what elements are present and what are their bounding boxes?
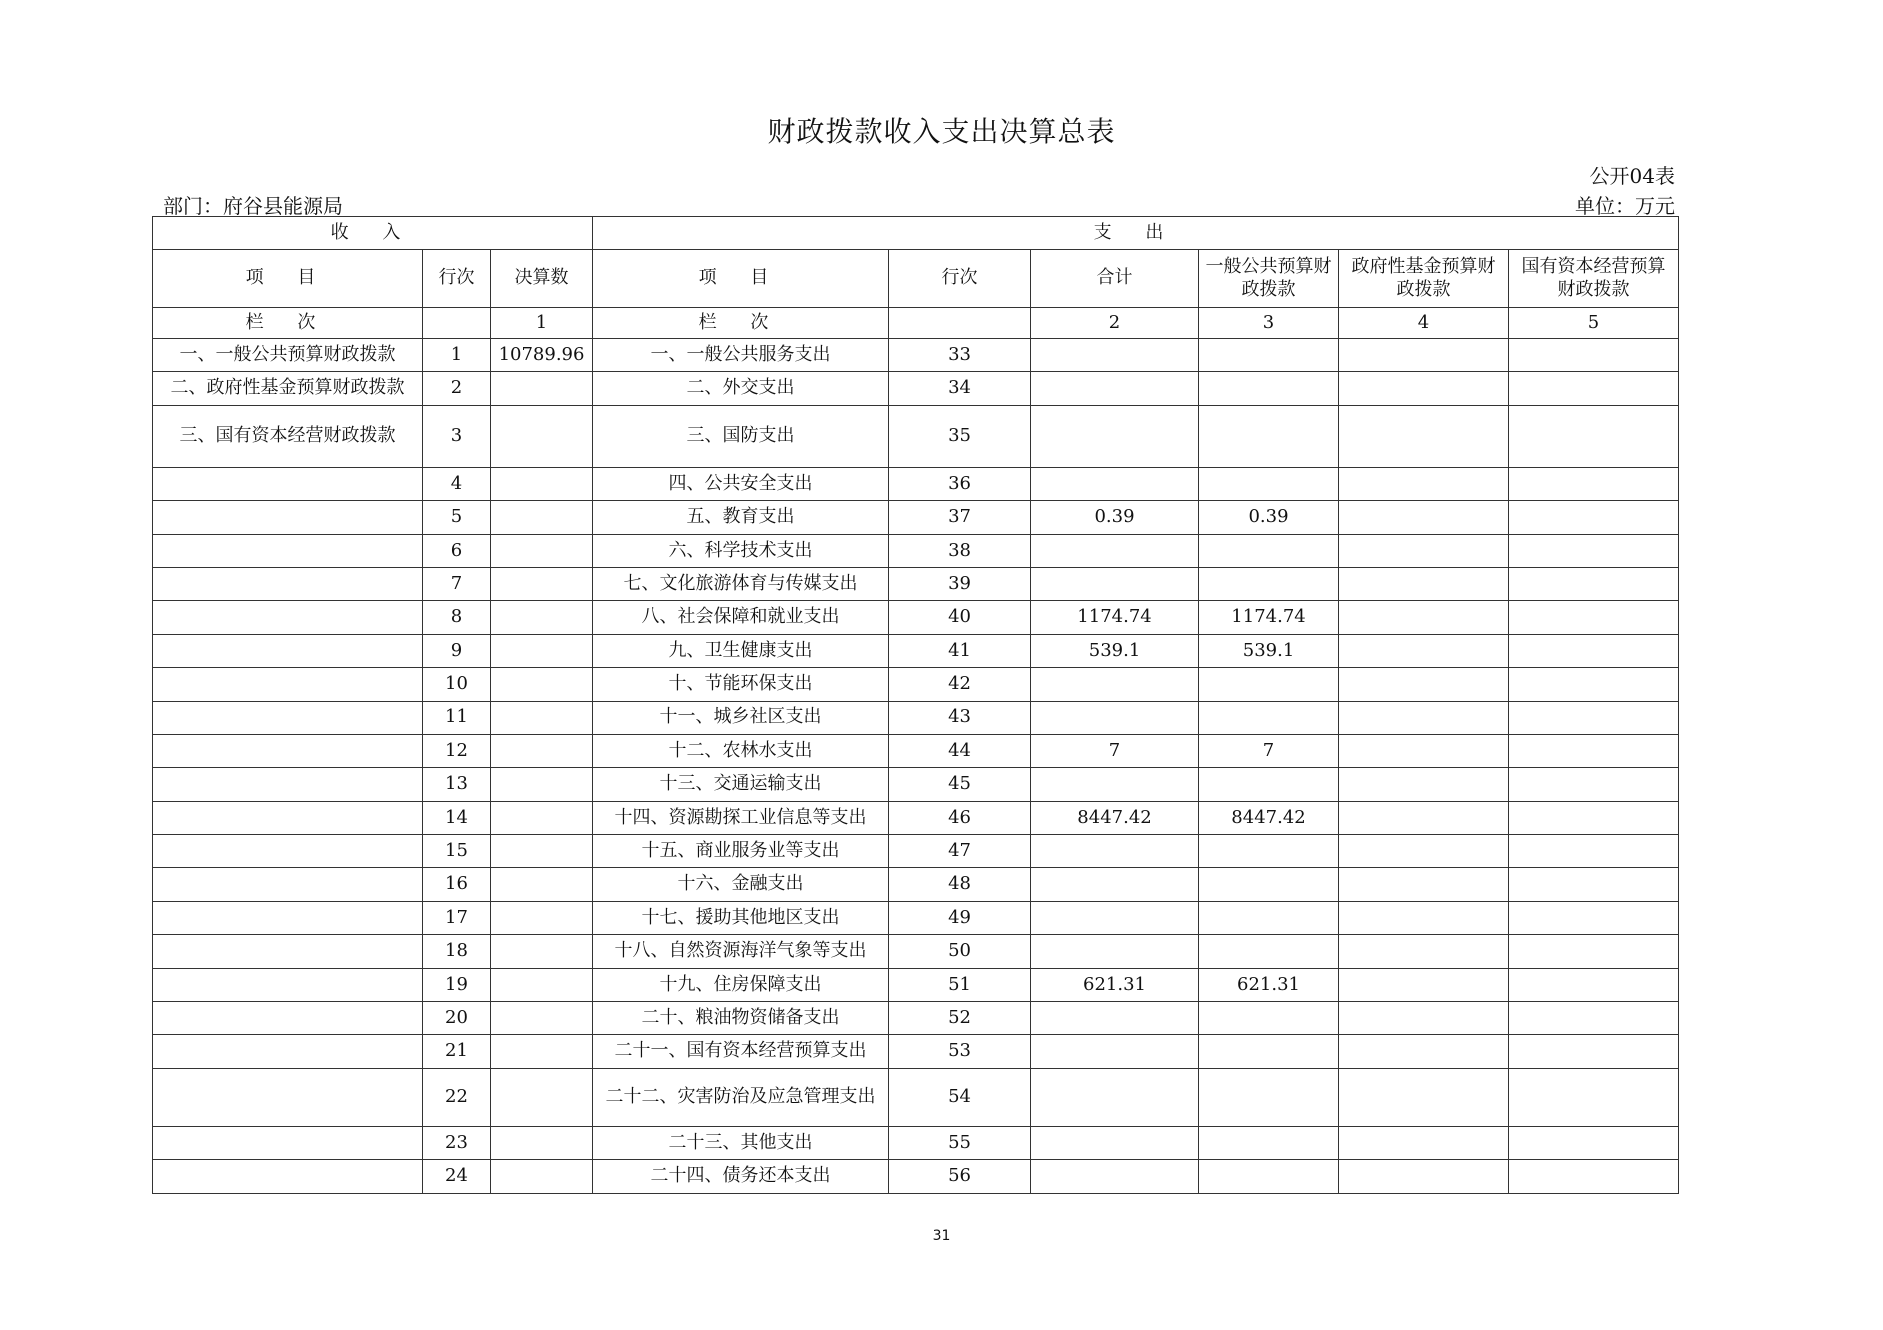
general-budget-cell: [1199, 1002, 1339, 1035]
income-item-cell: [153, 467, 423, 500]
table-row: [153, 734, 1679, 767]
total-cell: [1031, 405, 1199, 467]
general-budget-cell: 539.1: [1199, 634, 1339, 667]
state-capital-cell: [1509, 1126, 1679, 1159]
state-capital-cell: [1509, 868, 1679, 901]
income-item-cell: 二、政府性基金预算财政拨款: [153, 372, 423, 405]
income-row-number: 19: [423, 968, 491, 1001]
income-item-cell: [153, 968, 423, 1001]
expense-item-header: 项 目: [593, 250, 889, 308]
income-amount-cell: [491, 534, 593, 567]
expense-item-cell: 十六、金融支出: [593, 868, 889, 901]
gov-fund-cell: [1339, 734, 1509, 767]
income-item-header: 项 目: [153, 250, 423, 308]
income-row-number: 8: [423, 601, 491, 634]
table-row: [153, 534, 1679, 567]
income-item-cell: [153, 835, 423, 868]
income-amount-cell: [491, 701, 593, 734]
state-capital-cell: [1509, 339, 1679, 372]
income-amount-cell: [491, 1068, 593, 1126]
income-amount-cell: [491, 768, 593, 801]
income-amount-cell: [491, 1160, 593, 1193]
gov-fund-cell: [1339, 501, 1509, 534]
expense-row-number: 44: [889, 734, 1031, 767]
expense-row-number: 38: [889, 534, 1031, 567]
general-budget-cell: [1199, 534, 1339, 567]
income-row-number: 10: [423, 668, 491, 701]
expense-item-cell: 十九、住房保障支出: [593, 968, 889, 1001]
form-number: 公开04表: [1589, 164, 1675, 188]
state-capital-cell: [1509, 534, 1679, 567]
expense-item-cell: 八、社会保障和就业支出: [593, 601, 889, 634]
income-item-cell: [153, 701, 423, 734]
general-budget-cell: [1199, 768, 1339, 801]
income-amount-cell: [491, 1126, 593, 1159]
income-item-cell: [153, 1126, 423, 1159]
total-cell: [1031, 701, 1199, 734]
table-row: [153, 901, 1679, 934]
table-row: [153, 501, 1679, 534]
gov-fund-cell: [1339, 467, 1509, 500]
total-cell: [1031, 1068, 1199, 1126]
income-row-number: 2: [423, 372, 491, 405]
department-label: 部门：府谷县能源局: [163, 194, 343, 218]
income-row-number: 16: [423, 868, 491, 901]
table-row: [153, 634, 1679, 667]
expense-item-cell: 十五、商业服务业等支出: [593, 835, 889, 868]
table-row: [153, 567, 1679, 600]
page-title: 财政拨款收入支出决算总表: [767, 115, 1116, 148]
income-item-cell: [153, 668, 423, 701]
gov-fund-cell: [1339, 1160, 1509, 1193]
expense-row-number: 43: [889, 701, 1031, 734]
total-cell: 1174.74: [1031, 601, 1199, 634]
income-group-header: 收 入: [153, 217, 593, 250]
page-number: 31: [932, 1228, 951, 1244]
gov-fund-cell: [1339, 372, 1509, 405]
income-amount-cell: [491, 734, 593, 767]
general-budget-cell: [1199, 1068, 1339, 1126]
general-budget-cell: [1199, 868, 1339, 901]
total-cell: [1031, 901, 1199, 934]
table-row: [153, 1002, 1679, 1035]
gov-fund-cell: [1339, 801, 1509, 834]
income-row-number: 15: [423, 835, 491, 868]
expense-item-cell: 十四、资源勘探工业信息等支出: [593, 801, 889, 834]
expense-row-number: 48: [889, 868, 1031, 901]
income-amount-cell: [491, 634, 593, 667]
gov-fund-cell: [1339, 968, 1509, 1001]
income-item-cell: [153, 1160, 423, 1193]
income-item-cell: [153, 601, 423, 634]
expense-item-cell: 六、科学技术支出: [593, 534, 889, 567]
column-index-cell: 5: [1509, 308, 1679, 339]
table-row: [153, 1126, 1679, 1159]
state-capital-cell: [1509, 835, 1679, 868]
income-amount-cell: [491, 1035, 593, 1068]
income-item-cell: [153, 768, 423, 801]
gov-fund-cell: [1339, 835, 1509, 868]
expense-row-number: 45: [889, 768, 1031, 801]
income-row-number: 20: [423, 1002, 491, 1035]
expense-row-number: 41: [889, 634, 1031, 667]
state-capital-cell: [1509, 1035, 1679, 1068]
expense-item-cell: 二、外交支出: [593, 372, 889, 405]
expense-row-number: 35: [889, 405, 1031, 467]
gov-fund-cell: [1339, 1035, 1509, 1068]
expense-item-cell: 五、教育支出: [593, 501, 889, 534]
income-amount-cell: [491, 835, 593, 868]
general-budget-cell: [1199, 1035, 1339, 1068]
general-budget-cell: [1199, 1160, 1339, 1193]
income-item-cell: [153, 1035, 423, 1068]
expense-row-number: 51: [889, 968, 1031, 1001]
expense-item-cell: 二十四、债务还本支出: [593, 1160, 889, 1193]
budget-table: [152, 216, 1679, 1194]
total-cell: 7: [1031, 734, 1199, 767]
expense-row-number: 46: [889, 801, 1031, 834]
expense-row-number: 55: [889, 1126, 1031, 1159]
income-amount-cell: [491, 668, 593, 701]
income-amount-cell: [491, 467, 593, 500]
income-amount-cell: [491, 801, 593, 834]
table-row: [153, 339, 1679, 372]
general-budget-cell: [1199, 405, 1339, 467]
expense-row-header: 行次: [889, 250, 1031, 308]
income-row-number: 23: [423, 1126, 491, 1159]
gov-fund-cell: [1339, 567, 1509, 600]
table-row: [153, 768, 1679, 801]
state-capital-cell: [1509, 801, 1679, 834]
expense-item-cell: 二十二、灾害防治及应急管理支出: [593, 1068, 889, 1126]
total-cell: [1031, 467, 1199, 500]
expense-item-cell: 十三、交通运输支出: [593, 768, 889, 801]
income-row-number: 9: [423, 634, 491, 667]
group-header-row: [153, 217, 1679, 250]
income-row-number: 13: [423, 768, 491, 801]
table-row: [153, 701, 1679, 734]
total-cell: [1031, 372, 1199, 405]
gov-fund-cell: [1339, 1126, 1509, 1159]
general-budget-cell: [1199, 701, 1339, 734]
income-row-number: 4: [423, 467, 491, 500]
total-cell: [1031, 868, 1199, 901]
column-index-cell: 3: [1199, 308, 1339, 339]
income-row-number: 11: [423, 701, 491, 734]
gov-fund-cell: [1339, 534, 1509, 567]
expense-row-number: 37: [889, 501, 1031, 534]
expense-item-cell: 二十三、其他支出: [593, 1126, 889, 1159]
income-amount-cell: 10789.96: [491, 339, 593, 372]
general-budget-cell: 7: [1199, 734, 1339, 767]
table-row: [153, 668, 1679, 701]
expense-row-number: 49: [889, 901, 1031, 934]
expense-row-number: 54: [889, 1068, 1031, 1126]
general-budget-cell: [1199, 935, 1339, 968]
gov-fund-cell: [1339, 701, 1509, 734]
state-capital-cell: [1509, 372, 1679, 405]
income-amount-cell: [491, 868, 593, 901]
column-index-label: 栏 次: [153, 308, 423, 339]
expense-row-number: 50: [889, 935, 1031, 968]
income-amount-header: 决算数: [491, 250, 593, 308]
state-capital-cell: [1509, 968, 1679, 1001]
expense-row-number: 52: [889, 1002, 1031, 1035]
table-row: [153, 405, 1679, 467]
state-capital-cell: [1509, 467, 1679, 500]
state-capital-cell: [1509, 901, 1679, 934]
general-budget-header: 一般公共预算财政拨款: [1199, 250, 1339, 308]
expense-item-cell: 七、文化旅游体育与传媒支出: [593, 567, 889, 600]
state-capital-cell: [1509, 601, 1679, 634]
state-capital-cell: [1509, 501, 1679, 534]
column-index-cell: 1: [491, 308, 593, 339]
general-budget-cell: [1199, 372, 1339, 405]
income-amount-cell: [491, 405, 593, 467]
table-row: [153, 1068, 1679, 1126]
table-row: [153, 801, 1679, 834]
gov-fund-header: 政府性基金预算财政拨款: [1339, 250, 1509, 308]
income-item-cell: [153, 1068, 423, 1126]
expense-item-cell: 九、卫生健康支出: [593, 634, 889, 667]
total-cell: [1031, 935, 1199, 968]
total-cell: [1031, 835, 1199, 868]
general-budget-cell: 1174.74: [1199, 601, 1339, 634]
table-row: [153, 968, 1679, 1001]
general-budget-cell: [1199, 835, 1339, 868]
income-row-number: 24: [423, 1160, 491, 1193]
gov-fund-cell: [1339, 868, 1509, 901]
general-budget-cell: [1199, 1126, 1339, 1159]
expense-row-number: 34: [889, 372, 1031, 405]
income-amount-cell: [491, 601, 593, 634]
expense-group-header: 支 出: [593, 217, 1679, 250]
expense-row-number: 33: [889, 339, 1031, 372]
expense-item-cell: 十二、农林水支出: [593, 734, 889, 767]
state-capital-cell: [1509, 734, 1679, 767]
gov-fund-cell: [1339, 405, 1509, 467]
state-capital-cell: [1509, 634, 1679, 667]
general-budget-cell: 8447.42: [1199, 801, 1339, 834]
state-capital-cell: [1509, 1002, 1679, 1035]
income-amount-cell: [491, 501, 593, 534]
expense-row-number: 42: [889, 668, 1031, 701]
income-amount-cell: [491, 901, 593, 934]
income-row-number: 12: [423, 734, 491, 767]
state-capital-cell: [1509, 668, 1679, 701]
state-capital-cell: [1509, 567, 1679, 600]
total-cell: 539.1: [1031, 634, 1199, 667]
income-item-cell: 三、国有资本经营财政拨款: [153, 405, 423, 467]
gov-fund-cell: [1339, 634, 1509, 667]
total-cell: 0.39: [1031, 501, 1199, 534]
gov-fund-cell: [1339, 901, 1509, 934]
state-capital-cell: [1509, 935, 1679, 968]
income-amount-cell: [491, 372, 593, 405]
gov-fund-cell: [1339, 935, 1509, 968]
unit-label: 单位：万元: [1575, 194, 1675, 218]
income-amount-cell: [491, 567, 593, 600]
state-capital-cell: [1509, 701, 1679, 734]
expense-item-cell: 三、国防支出: [593, 405, 889, 467]
total-cell: [1031, 1035, 1199, 1068]
income-row-number: 1: [423, 339, 491, 372]
income-item-cell: [153, 534, 423, 567]
gov-fund-cell: [1339, 1002, 1509, 1035]
income-row-number: 5: [423, 501, 491, 534]
income-row-header: 行次: [423, 250, 491, 308]
total-cell: [1031, 768, 1199, 801]
income-amount-cell: [491, 968, 593, 1001]
general-budget-cell: [1199, 668, 1339, 701]
expense-item-cell: 二十、粮油物资储备支出: [593, 1002, 889, 1035]
gov-fund-cell: [1339, 601, 1509, 634]
total-cell: [1031, 1126, 1199, 1159]
income-row-number: 7: [423, 567, 491, 600]
income-row-number: 3: [423, 405, 491, 467]
income-item-cell: [153, 634, 423, 667]
income-item-cell: [153, 868, 423, 901]
table-row: [153, 835, 1679, 868]
general-budget-cell: 0.39: [1199, 501, 1339, 534]
gov-fund-cell: [1339, 1068, 1509, 1126]
income-item-cell: [153, 901, 423, 934]
table-row: [153, 1160, 1679, 1193]
general-budget-cell: 621.31: [1199, 968, 1339, 1001]
expense-item-cell: 二十一、国有资本经营预算支出: [593, 1035, 889, 1068]
total-cell: [1031, 668, 1199, 701]
income-item-cell: [153, 935, 423, 968]
expense-item-cell: 十八、自然资源海洋气象等支出: [593, 935, 889, 968]
gov-fund-cell: [1339, 668, 1509, 701]
general-budget-cell: [1199, 567, 1339, 600]
expense-item-cell: 四、公共安全支出: [593, 467, 889, 500]
column-index-blank: [889, 308, 1031, 339]
income-item-cell: [153, 734, 423, 767]
column-index-row: [153, 308, 1679, 339]
state-capital-cell: [1509, 1160, 1679, 1193]
income-item-cell: [153, 1002, 423, 1035]
total-cell: 8447.42: [1031, 801, 1199, 834]
expense-row-number: 56: [889, 1160, 1031, 1193]
expense-row-number: 40: [889, 601, 1031, 634]
table-row: [153, 868, 1679, 901]
income-item-cell: 一、一般公共预算财政拨款: [153, 339, 423, 372]
general-budget-cell: [1199, 901, 1339, 934]
gov-fund-cell: [1339, 339, 1509, 372]
total-header: 合计: [1031, 250, 1199, 308]
column-header-row: [153, 250, 1679, 308]
expense-item-cell: 一、一般公共服务支出: [593, 339, 889, 372]
income-row-number: 6: [423, 534, 491, 567]
income-item-cell: [153, 801, 423, 834]
gov-fund-cell: [1339, 768, 1509, 801]
total-cell: [1031, 534, 1199, 567]
table-row: [153, 601, 1679, 634]
total-cell: [1031, 339, 1199, 372]
income-amount-cell: [491, 935, 593, 968]
table-row: [153, 935, 1679, 968]
income-amount-cell: [491, 1002, 593, 1035]
income-row-number: 21: [423, 1035, 491, 1068]
total-cell: [1031, 567, 1199, 600]
column-index-label: 栏 次: [593, 308, 889, 339]
expense-item-cell: 十七、援助其他地区支出: [593, 901, 889, 934]
income-item-cell: [153, 567, 423, 600]
state-capital-header: 国有资本经营预算财政拨款: [1509, 250, 1679, 308]
state-capital-cell: [1509, 405, 1679, 467]
income-row-number: 17: [423, 901, 491, 934]
income-item-cell: [153, 501, 423, 534]
expense-row-number: 36: [889, 467, 1031, 500]
income-row-number: 14: [423, 801, 491, 834]
expense-row-number: 39: [889, 567, 1031, 600]
column-index-blank: [423, 308, 491, 339]
general-budget-cell: [1199, 467, 1339, 500]
state-capital-cell: [1509, 1068, 1679, 1126]
table-row: [153, 1035, 1679, 1068]
total-cell: [1031, 1160, 1199, 1193]
expense-row-number: 47: [889, 835, 1031, 868]
column-index-cell: 2: [1031, 308, 1199, 339]
table-row: [153, 372, 1679, 405]
expense-item-cell: 十、节能环保支出: [593, 668, 889, 701]
income-row-number: 18: [423, 935, 491, 968]
column-index-cell: 4: [1339, 308, 1509, 339]
general-budget-cell: [1199, 339, 1339, 372]
total-cell: 621.31: [1031, 968, 1199, 1001]
expense-row-number: 53: [889, 1035, 1031, 1068]
state-capital-cell: [1509, 768, 1679, 801]
table-row: [153, 467, 1679, 500]
income-row-number: 22: [423, 1068, 491, 1126]
total-cell: [1031, 1002, 1199, 1035]
expense-item-cell: 十一、城乡社区支出: [593, 701, 889, 734]
